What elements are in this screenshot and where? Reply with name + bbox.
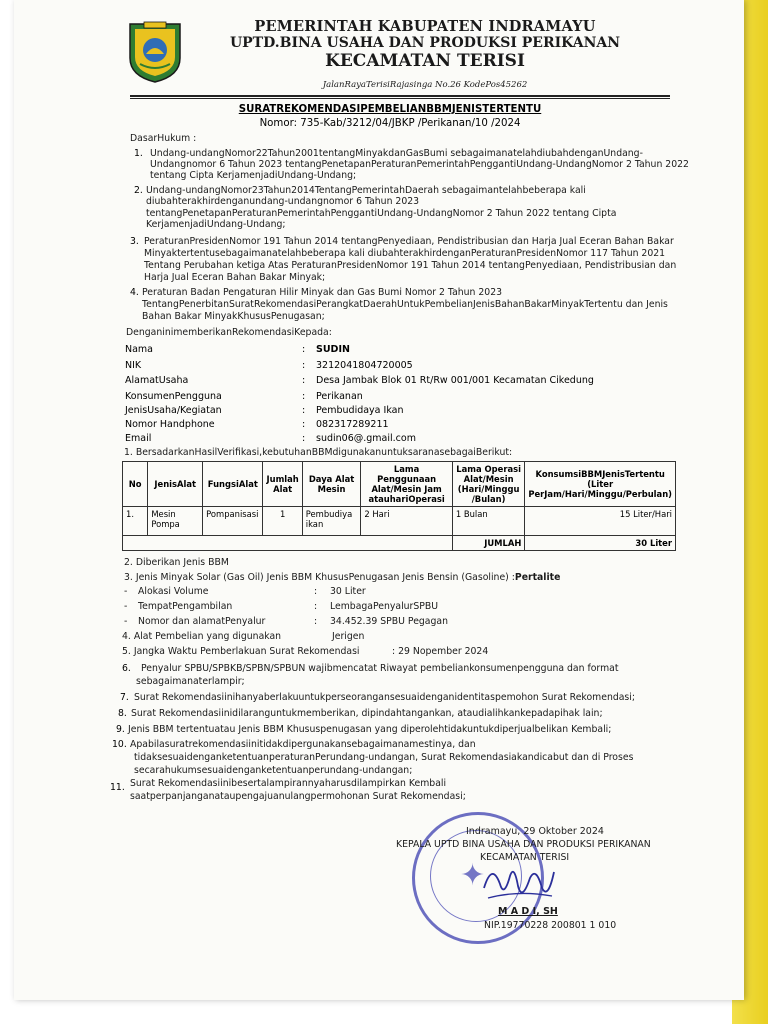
signature-position-line1: KEPALA UPTD BINA USAHA DAN PRODUKSI PERIKANAN <box>396 839 651 850</box>
item-4-value: Jerigen <box>332 631 365 642</box>
field-label-email: Email <box>125 433 152 444</box>
legal-basis-line: Minyaktertentusebagaimanatelahbeberapa kali diubahterakhirdenganPeraturanPresidenNomor 117 Tahun 2021 <box>144 248 666 259</box>
legal-basis-line: tentang Cipta KerjamenjadiUndang-Undang; <box>150 170 357 181</box>
field-colon: : <box>302 433 306 444</box>
field-value-konsumen: Perikanan <box>316 391 363 402</box>
allocation-value: 30 Liter <box>330 586 366 597</box>
item-number: 11. <box>110 782 125 793</box>
field-value-jenis-usaha: Pembudidaya Ikan <box>316 405 404 416</box>
allocation-dash: - <box>124 601 128 612</box>
field-label-jenis-usaha: JenisUsaha/Kegiatan <box>125 405 222 416</box>
field-value-nik: 3212041804720005 <box>316 360 413 371</box>
table-cell: 15 Liter/Hari <box>525 507 676 536</box>
field-colon: : <box>302 360 306 371</box>
table-header-cell: No <box>123 462 148 507</box>
signatory-name: M A D I, SH <box>498 906 558 917</box>
field-colon: : <box>302 344 306 355</box>
table-header-cell: KonsumsiBBMJenisTertentu (Liter PerJam/Hari/Minggu/Perbulan) <box>525 462 676 507</box>
legal-basis-line: tentangPenetapanPeraturanPemerintahPenggantiUndang-UndangNomor 2 Tahun 2022 tentang Cipta <box>146 208 617 219</box>
recommendation-intro: DenganinimemberikanRekomendasiKepada: <box>126 327 332 338</box>
field-label-alamat-usaha: AlamatUsaha <box>125 375 189 386</box>
signatory-nip: NIP.19770228 200801 1 010 <box>484 920 617 931</box>
legal-basis-heading: DasarHukum : <box>130 133 197 144</box>
item-5-value: : 29 Nopember 2024 <box>392 646 489 657</box>
field-label-konsumen: KonsumenPengguna <box>125 391 222 402</box>
table-header-cell: FungsiAlat <box>203 462 263 507</box>
allocation-dash: - <box>124 586 128 597</box>
handwritten-signature <box>478 858 558 908</box>
table-cell: 1 <box>263 507 302 536</box>
item-line: secarahukumsesuaidenganketentuanperundang-undangan; <box>134 765 413 776</box>
table-cell: 1 Bulan <box>452 507 524 536</box>
letterhead-address: JalanRayaTerisiRajasinga No.26 KodePos45262 <box>322 80 528 90</box>
fuel-needs-table <box>122 461 676 551</box>
table-intro: 1. BersadarkanHasilVerifikasi,kebutuhanBBMdigunakanuntuksaranasebagaiBerikut: <box>124 447 513 458</box>
table-total-label: JUMLAH <box>452 536 524 551</box>
legal-basis-line: diubahterakhirdenganundang-undangnomor 6 Tahun 2023 <box>146 196 420 207</box>
legal-basis-line: Tentang Perubahan ketiga Atas PeraturanPresidenNomor 191 Tahun 2014 tentangPenyediaan, Pendistribusian dan <box>144 260 677 271</box>
regency-emblem-icon <box>126 20 184 84</box>
item-4-label: 4. Alat Pembelian yang digunakan <box>122 631 282 642</box>
item-number: 7. <box>120 692 129 703</box>
legal-basis-line: TentangPenerbitanSuratRekomendasiPerangkatDaerahUntukPembelianJenisBahanBakarMinyakTertentu dan Jenis <box>142 299 668 310</box>
item-line: sebagaimanaterlampir; <box>136 676 245 687</box>
legal-basis-number: 2. <box>134 185 143 196</box>
table-cell: 2 Hari <box>361 507 453 536</box>
field-colon: : <box>302 405 306 416</box>
item-line: Penyalur SPBU/SPBKB/SPBN/SPBUN wajibmencatat Riwayat pembeliankonsumenpengguna dan format <box>141 663 619 674</box>
field-value-email: sudin06@.gmail.com <box>316 433 416 444</box>
item-number: 9. <box>116 724 125 735</box>
item-5-label: 5. Jangka Waktu Pemberlakuan Surat Rekomendasi <box>122 646 360 657</box>
table-header-cell: Jumlah Alat <box>263 462 302 507</box>
stamp-emblem-icon: ✦ <box>460 858 486 893</box>
letter-number: Nomor: 735-Kab/3212/04/JBKP /Perikanan/10 /2024 <box>259 118 521 129</box>
item-line: tidaksesuaidenganketentuanperaturanPerundang-undangan, Surat Rekomendasiakandicabut dan di Proses <box>134 752 634 763</box>
legal-basis-number: 4. <box>130 287 139 298</box>
table-cell: Pembudiya ikan <box>302 507 361 536</box>
item-3-fuel: Pertalite <box>514 572 561 583</box>
letterhead <box>205 18 645 90</box>
letterhead-line1: PEMERINTAH KABUPATEN INDRAMAYU <box>254 18 596 35</box>
item-3-text: 3. Jenis Minyak Solar (Gas Oil) Jenis BBM KhususPenugasan Jenis Bensin (Gasoline) : <box>124 572 515 583</box>
allocation-value: LembagaPenyalurSPBU <box>330 601 439 612</box>
table-total-value: 30 Liter <box>525 536 676 551</box>
table-cell: 1. <box>123 507 148 536</box>
table-header-cell: Daya Alat Mesin <box>302 462 361 507</box>
allocation-colon: : <box>314 586 318 597</box>
field-label-nik: NIK <box>125 360 142 371</box>
table-row <box>123 507 676 536</box>
letterhead-line3: KECAMATAN TERISI <box>325 51 525 71</box>
table-header-cell: Lama Penggunaan Alat/Mesin Jam atauhariOperasi <box>361 462 453 507</box>
item-number: 6. <box>122 663 131 674</box>
field-colon: : <box>302 391 306 402</box>
legal-basis-line: Undangnomor 6 Tahun 2023 tentangPenetapanPeraturanPemerintahPenggantiUndang-UndangNomor 2 Tahun 2022 <box>150 159 689 170</box>
letterhead-line2: UPTD.BINA USAHA DAN PRODUKSI PERIKANAN <box>229 35 621 51</box>
item-number: 10. <box>112 739 127 750</box>
legal-basis-line: Undang-undangNomor23Tahun2014TentangPemerintahDaerah sebagaimantelahbeberapa kali <box>146 185 586 196</box>
table-total-row <box>123 536 676 551</box>
item-line: Surat Rekomendasiinidilaranguntukmemberikan, dipindahtangankan, ataudialihkankepadapihak lain; <box>131 708 603 719</box>
field-value-handphone: 082317289211 <box>316 419 389 430</box>
table-cell: Pompanisasi <box>203 507 263 536</box>
field-label-nama: Nama <box>125 344 154 355</box>
field-label-handphone: Nomor Handphone <box>125 419 215 430</box>
allocation-label: Alokasi Volume <box>138 586 209 597</box>
item-3 <box>124 572 560 584</box>
letter-title: SURATREKOMENDASIPEMBELIANBBMJENISTERTENTU <box>238 104 542 115</box>
allocation-dash: - <box>124 616 128 627</box>
item-line: Surat Rekomendasiinibesertalampirannyaharusdilampirkan Kembali <box>130 778 447 789</box>
item-2: 2. Diberikan Jenis BBM <box>124 557 229 568</box>
table-header-row <box>123 462 676 507</box>
legal-basis-line: Undang-undangNomor22Tahun2001tentangMinyakdanGasBumi sebagaimanatelahdiubahdenganUndang- <box>150 148 643 159</box>
allocation-value: 34.452.39 SPBU Pegagan <box>330 616 448 627</box>
field-value-alamat-usaha: Desa Jambak Blok 01 Rt/Rw 001/001 Kecamatan Cikedung <box>316 375 594 386</box>
table-cell: Mesin Pompa <box>148 507 203 536</box>
signature-place-date: Indramayu, 29 Oktober 2024 <box>466 826 604 837</box>
field-value-nama: SUDIN <box>316 344 350 355</box>
legal-basis-line: Harja Jual Eceran Bahan Bakar Minyak; <box>144 272 326 283</box>
legal-basis-line: Bahan Bakar MinyakKhususPenugasan; <box>142 311 325 322</box>
table-header-cell: JenisAlat <box>148 462 203 507</box>
allocation-colon: : <box>314 601 318 612</box>
legal-basis-line: KerjamenjadiUndang-Undang; <box>146 219 286 230</box>
legal-basis-line: Peraturan Badan Pengaturan Hilir Minyak dan Gas Bumi Nomor 2 Tahun 2023 <box>142 287 503 298</box>
item-line: Jenis BBM tertentuatau Jenis BBM Khususpenugasan yang diperolehtidakuntukdiperjualbelikan Kembali; <box>128 724 612 735</box>
letterhead-rule-thick <box>130 95 670 97</box>
table-header-cell: Lama Operasi Alat/Mesin (Hari/Minggu /Bulan) <box>452 462 524 507</box>
signature-position-line2: KECAMATAN TERISI <box>480 852 570 863</box>
field-colon: : <box>302 419 306 430</box>
allocation-label: TempatPengambilan <box>138 601 233 612</box>
legal-basis-number: 3. <box>130 236 139 247</box>
item-line: Surat Rekomendasiinihanyaberlakuuntukperseorangansesuaidenganidentitaspemohon Surat Rekomendasi; <box>134 692 635 703</box>
legal-basis-number: 1. <box>134 148 143 159</box>
item-number: 8. <box>118 708 127 719</box>
allocation-colon: : <box>314 616 318 627</box>
letterhead-rule-thin <box>130 98 670 99</box>
item-line: Apabilasuratrekomendasiinitidakdipergunakansebagaimanamestinya, dan <box>130 739 476 750</box>
field-colon: : <box>302 375 306 386</box>
allocation-label: Nomor dan alamatPenyalur <box>138 616 266 627</box>
item-line: saatperpanjanganataupengajuanulangpermohonan Surat Rekomendasi; <box>130 791 466 802</box>
legal-basis-line: PeraturanPresidenNomor 191 Tahun 2014 tentangPenyediaan, Pendistribusian dan Harja Jual Eceran Bahan Bakar <box>144 236 674 247</box>
table-total-spacer <box>123 536 453 551</box>
